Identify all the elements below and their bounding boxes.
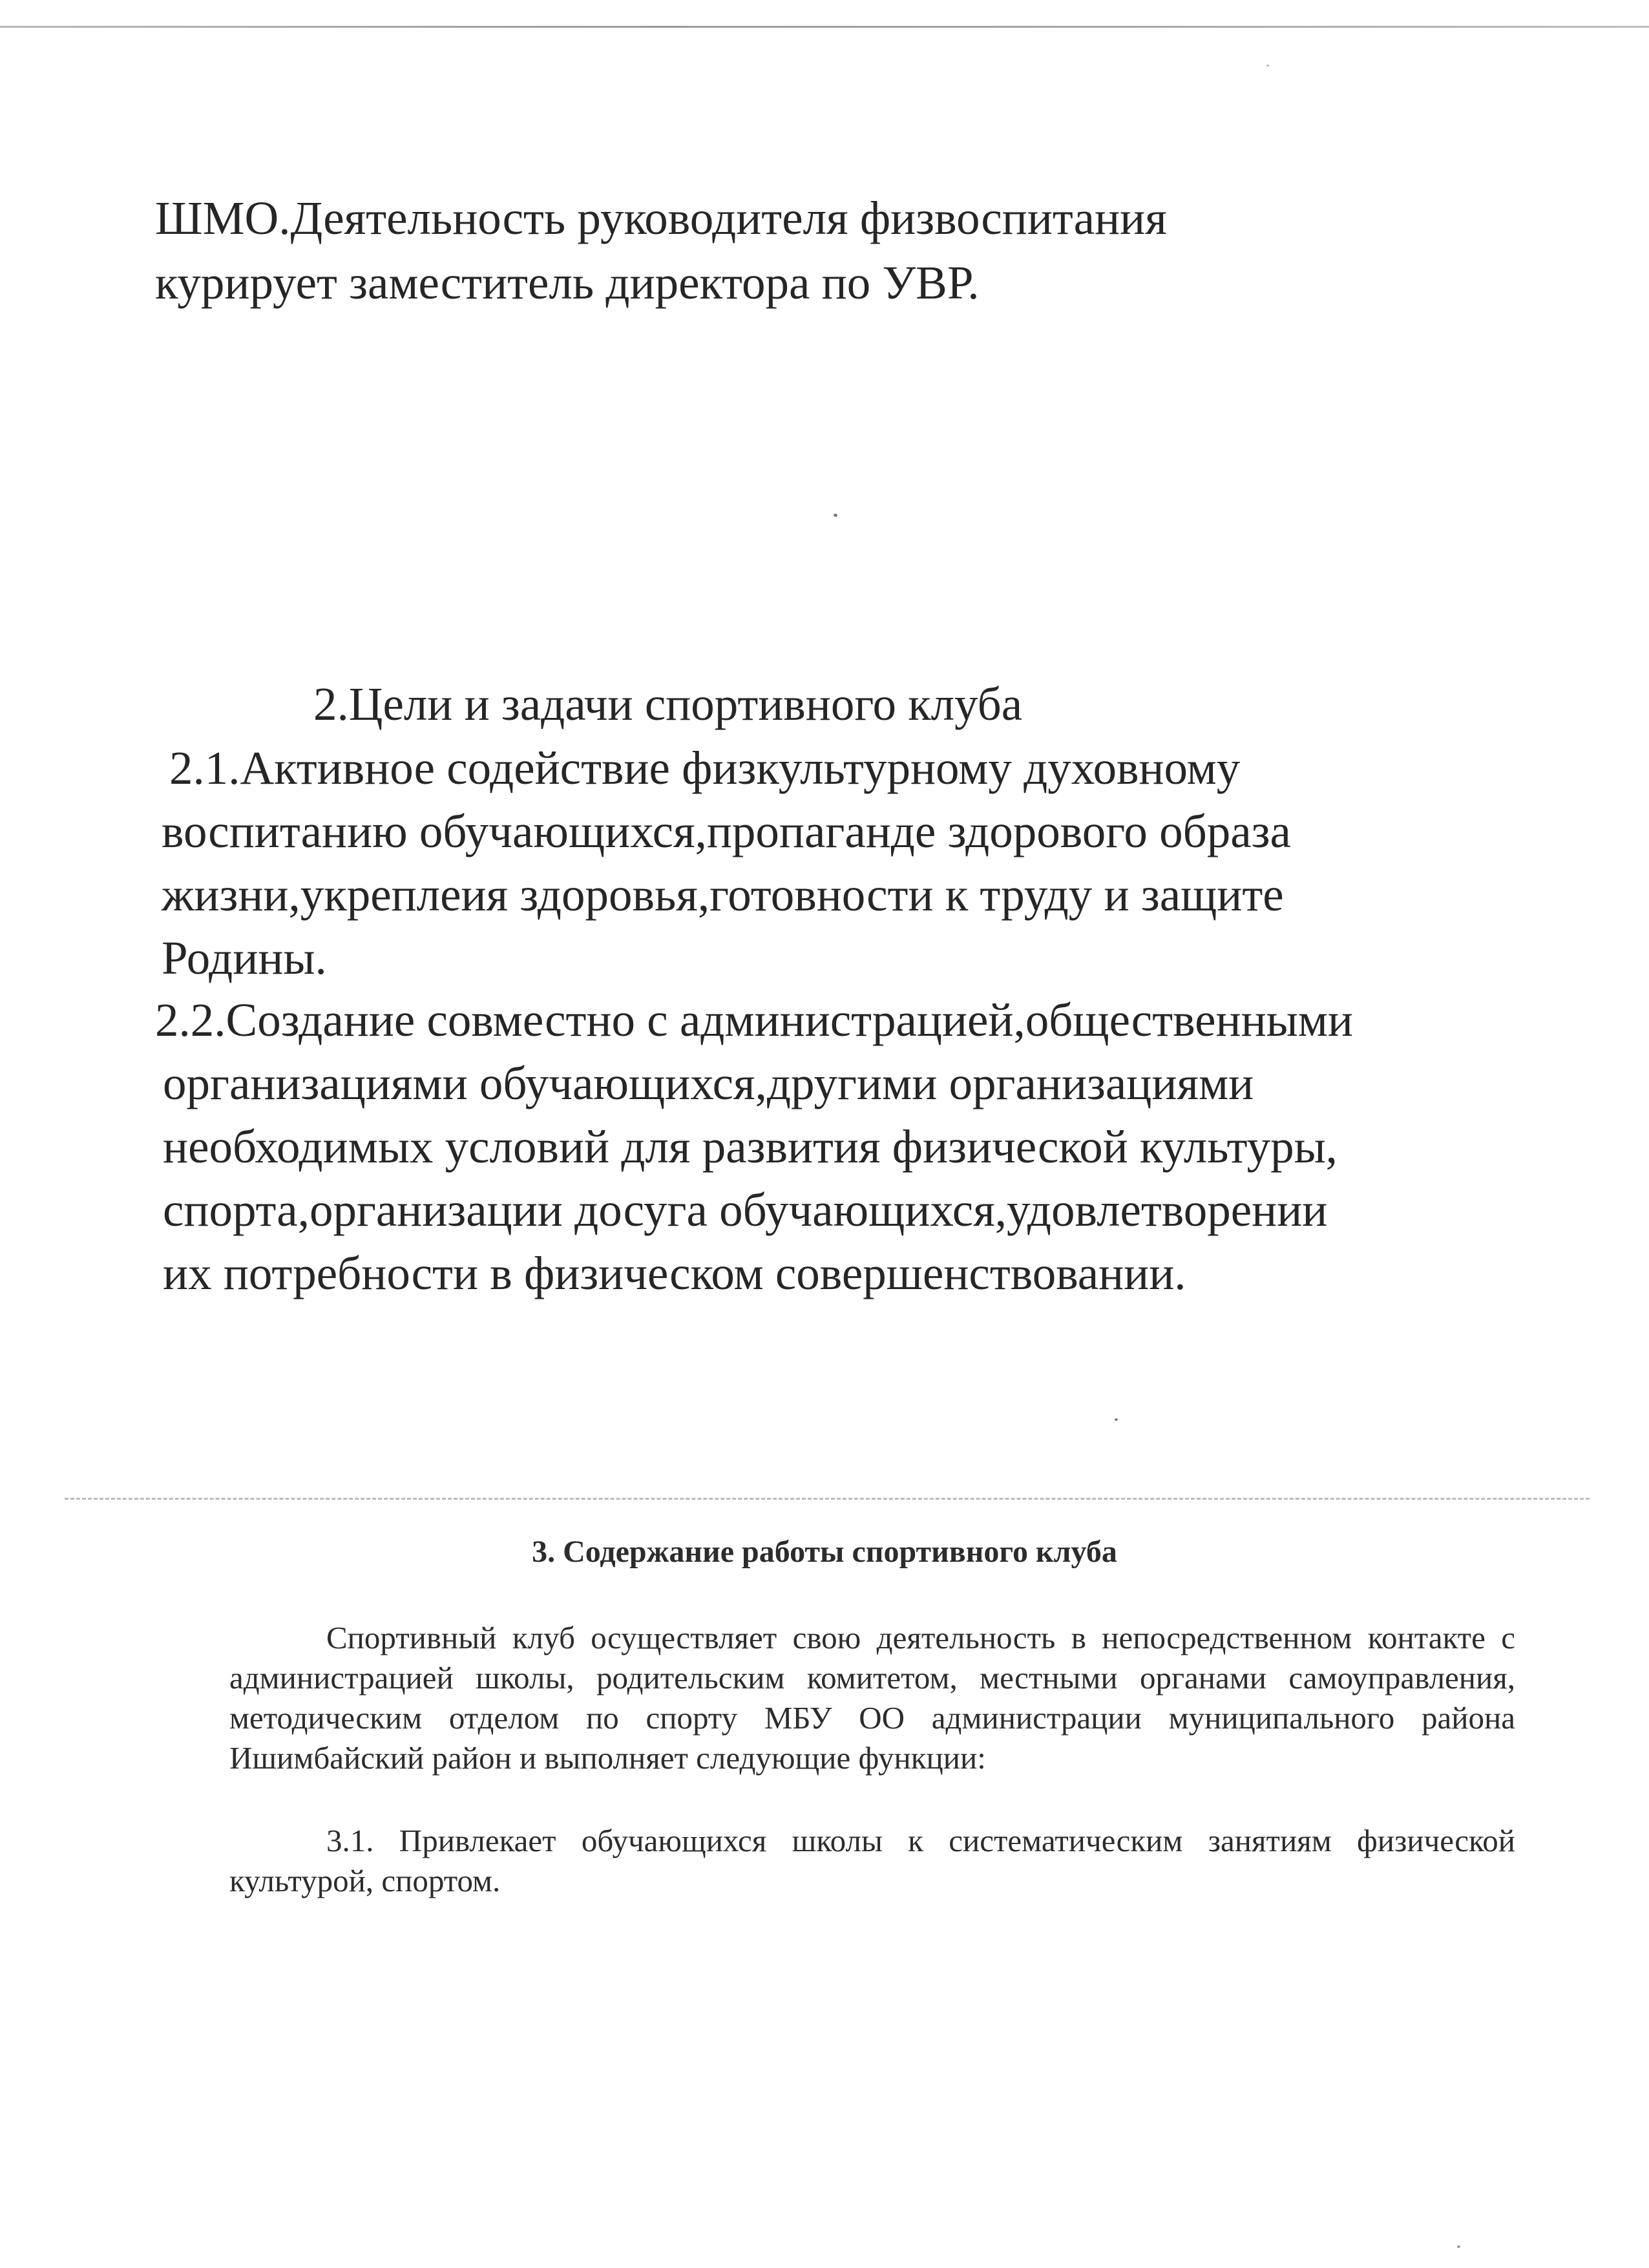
scan-speck	[1115, 1418, 1118, 1421]
page-break-rule	[65, 1498, 1590, 1500]
item-2-1-line-3: жизни,укреплеия здоровья,готовности к труду и защите	[162, 868, 1284, 921]
continuation-text	[155, 186, 1167, 315]
item-2-2-line-1: 2.2.Создание совместно с администрацией,общественными	[155, 994, 1353, 1046]
scan-speck	[834, 514, 837, 517]
continuation-line-2: курирует заместитель директора по УВР.	[155, 257, 980, 309]
item-2-2	[155, 989, 1353, 1305]
section-3-paragraph-1: Спортивный клуб осуществляет свою деятельность в непосредственном контакте с администрацией школы, родительским комитетом, местными органами самоуправления, методическим отделом по спорту МБУ ОО администрации муниципального района Ишимбайский район и выполняет следующие функции:	[229, 1620, 1515, 1776]
item-2-2-line-5: их потребности в физическом совершенствовании.	[163, 1247, 1186, 1299]
item-2-2-line-3: необходимых условий для развития физической культуры,	[163, 1120, 1338, 1173]
item-2-1-line-4: Родины.	[162, 932, 327, 984]
item-2-2-line-2: организациями обучающихся,другими организациями	[163, 1057, 1254, 1109]
continuation-line-1: ШМО.Деятельность руководителя физвоспитания	[155, 192, 1167, 244]
item-2-1	[162, 737, 1291, 990]
section-3-heading: 3. Содержание работы спортивного клуба	[532, 1535, 1117, 1569]
item-2-2-line-4: спорта,организации досуга обучающихся,удовлетворении	[163, 1184, 1328, 1236]
scan-edge-line	[0, 26, 1649, 28]
scan-speck	[1457, 2245, 1460, 2248]
section-3-paragraph-2: 3.1. Привлекает обучающихся школы к систематическим занятиям физической культурой, спортом.	[229, 1823, 1515, 1898]
item-2-1-line-1: 2.1.Активное содействие физкультурному духовному	[169, 742, 1241, 794]
scan-speck	[1266, 65, 1269, 67]
item-2-1-line-2: воспитанию обучающихся,пропаганде здорового образа	[162, 805, 1291, 857]
section-2-heading: 2.Цели и задачи спортивного клуба	[313, 678, 1023, 730]
